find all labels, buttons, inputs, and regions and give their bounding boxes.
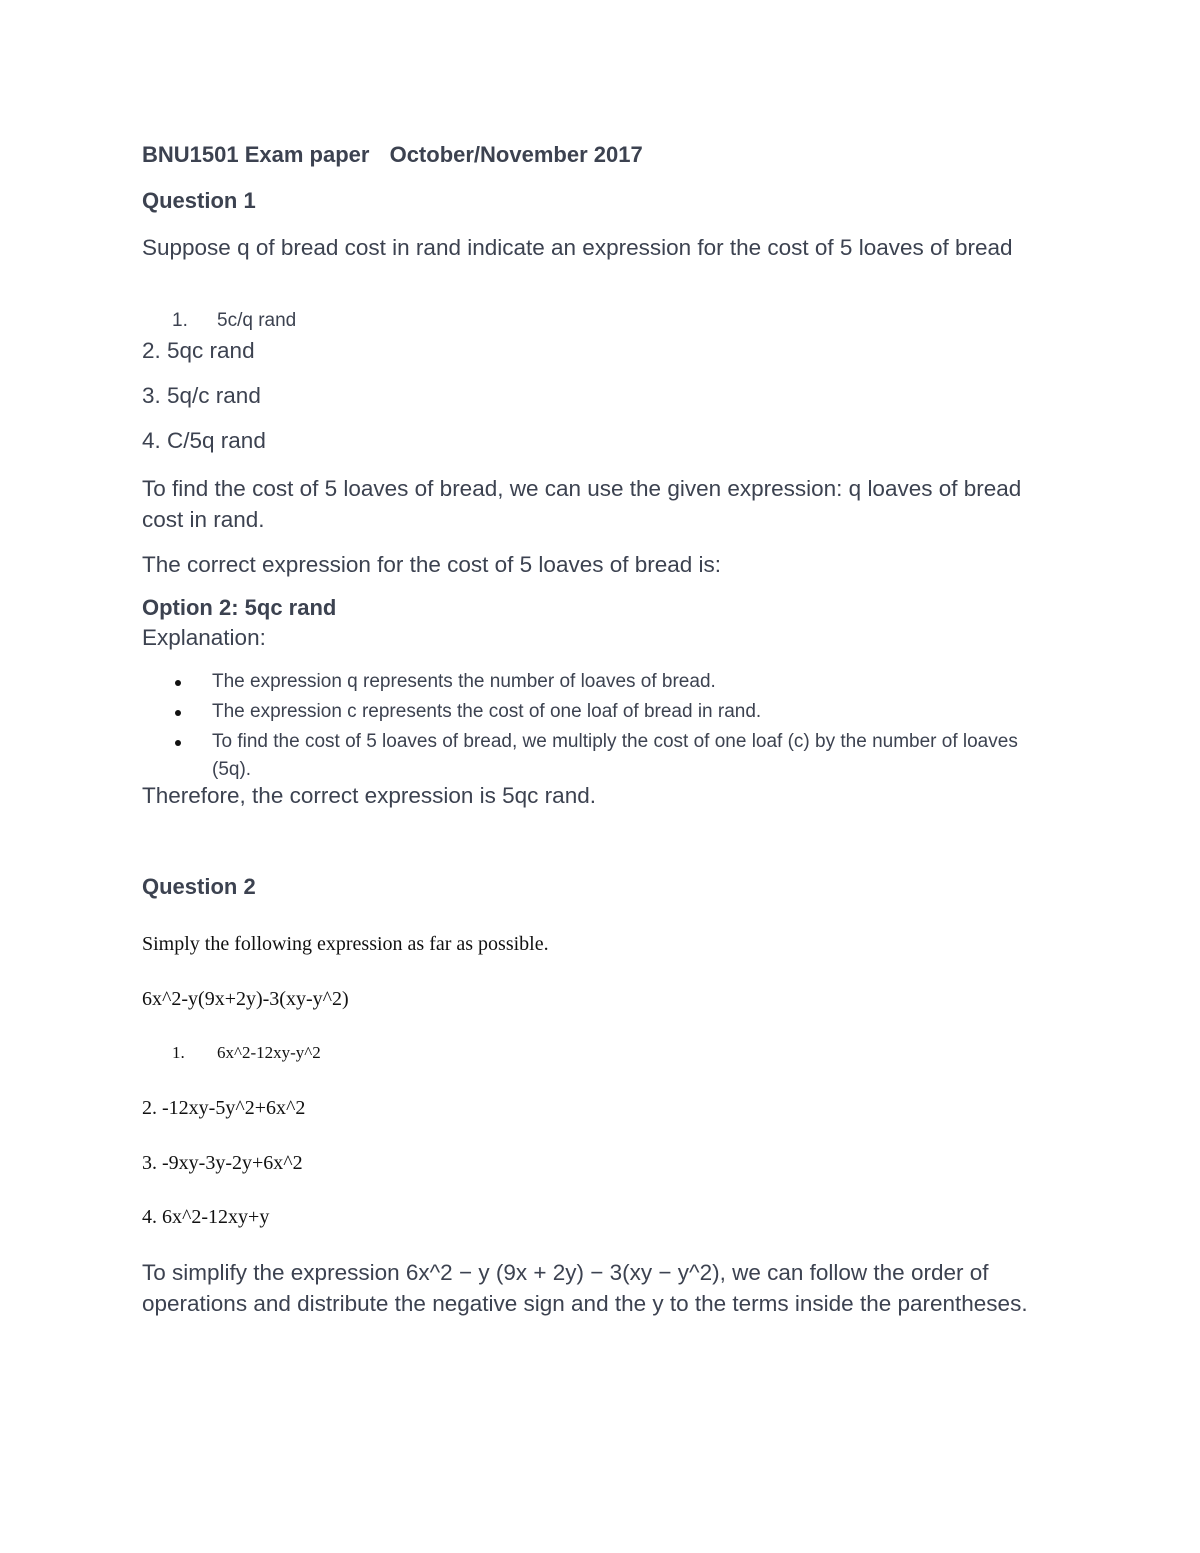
question-2-option-4: 4. 6x^2-12xy+y: [142, 1206, 270, 1228]
question-1-answer: Option 2: 5qc rand: [142, 595, 337, 620]
option-number: 1.: [172, 310, 188, 331]
question-1-paragraph-1: To find the cost of 5 loaves of bread, we can use the given expression: q loaves of bread cost in rand.: [142, 476, 1022, 532]
bullet-icon: [175, 710, 181, 716]
document-title: [142, 142, 643, 168]
explanation-label: Explanation:: [142, 625, 266, 650]
option-text: 6x^2-12xy-y^2: [217, 1043, 321, 1062]
bullet-icon: [175, 740, 181, 746]
exam-code: BNU1501 Exam paper: [142, 142, 370, 167]
question-2-expression: 6x^2-y(9x+2y)-3(xy-y^2): [142, 988, 349, 1010]
question-2-paragraph-1: To simplify the expression 6x^2 − y (9x + 2y) − 3(xy − y^2), we can follow the order of operations and distribute the negative sign and the y to the terms inside the parentheses.: [142, 1260, 1028, 1316]
question-1-paragraph-2: The correct expression for the cost of 5 loaves of bread is:: [142, 552, 722, 577]
question-2-heading: Question 2: [142, 874, 256, 899]
list-item: The expression q represents the number of loaves of bread.: [142, 668, 1042, 696]
question-1-conclusion: Therefore, the correct expression is 5qc rand.: [142, 783, 596, 808]
list-item: To find the cost of 5 loaves of bread, we multiply the cost of one loaf (c) by the number of loaves (5q).: [142, 728, 1042, 784]
question-1-option-3: 3. 5q/c rand: [142, 383, 261, 408]
question-1-prompt: Suppose q of bread cost in rand indicate an expression for the cost of 5 loaves of bread: [142, 235, 1013, 260]
exam-date: October/November 2017: [389, 142, 643, 167]
option-text: 5c/q rand: [217, 310, 297, 331]
question-1-heading: Question 1: [142, 188, 256, 213]
question-2-prompt: Simply the following expression as far as possible.: [142, 933, 549, 955]
list-item: The expression c represents the cost of one loaf of bread in rand.: [142, 698, 1042, 726]
bullet-icon: [175, 680, 181, 686]
explanation-bullets: [142, 668, 1042, 786]
question-2-option-3: 3. -9xy-3y-2y+6x^2: [142, 1152, 303, 1174]
question-1-option-4: 4. C/5q rand: [142, 428, 266, 453]
question-1-option-2: 2. 5qc rand: [142, 338, 255, 363]
option-number: 1.: [172, 1043, 185, 1062]
question-2-option-2: 2. -12xy-5y^2+6x^2: [142, 1097, 306, 1119]
